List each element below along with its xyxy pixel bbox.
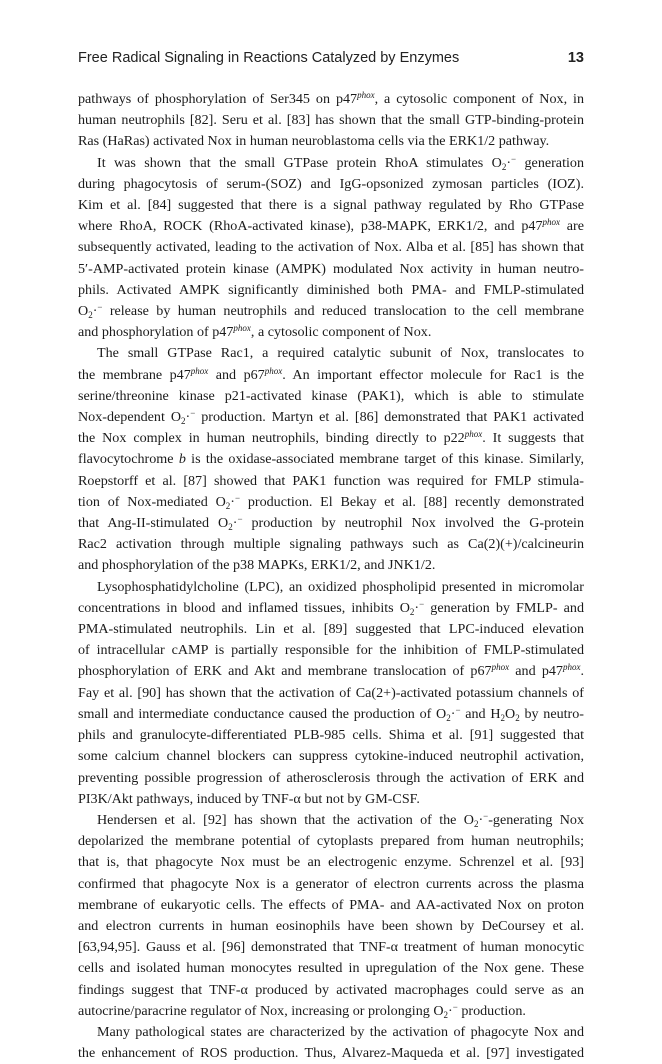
running-title: Free Radical Signaling in Reactions Catalyzed by Enzymes [78,50,460,66]
text-line: the enhancement of ROS production. Thus, Alvarez-Maqueda et al. [97] investigated [78,1045,584,1062]
paragraph [78,89,584,153]
text-line: the Nox complex in human neutrophils, binding directly to $p22^{phox}$. It suggests that [78,429,584,447]
text-line: that Ang-II-stimulated $O_2\cdot^-$ production by neutrophil Nox involved the G-protein [78,514,584,533]
text-line: Kim et al. [84] suggested that there is a signal pathway regulated by Rho GTPase [78,197,584,214]
text-line: Ras (HaRas) activated Nox in human neuroblastoma cells via the ERK1/2 pathway. [78,133,550,150]
paragraph [78,810,584,1022]
text-line: and electron currents in human eosinophils have been shown by DeCoursey et al. [78,917,584,934]
text-line: during phagocytosis of serum-(SOZ) and IgG-opsonized zymosan particles (IOZ). [78,175,584,192]
paragraph [78,343,584,576]
text-line: Nox-dependent $O_2\cdot^-$ production. Martyn et al. [86] demonstrated that PAK1 activated [78,408,584,427]
text-line: human neutrophils [82]. Seru et al. [83] has shown that the small GTP-binding-protein [78,112,584,129]
running-header [78,50,584,70]
text-line: of intracellular cAMP is partially responsible for the inhibition of FMLP-stimulated [78,642,584,659]
text-line: where RhoA, ROCK (RhoA-activated kinase), p38-MAPK, ERK1/2, and $p47^{phox}$ are [78,217,584,235]
paragraph [78,1022,584,1064]
text-line: Fay et al. [90] has shown that the activation of Ca(2+)-activated potassium channels of [78,684,584,701]
paragraph [78,577,584,810]
text-line: subsequently activated, leading to the activation of Nox. Alba et al. [85] has shown that [78,239,584,256]
text-line: that is, that phagocyte Nox must be an electrogenic enzyme. Schrenzel et al. [93] [78,854,584,871]
paragraph [78,153,584,344]
text-line: Hendersen et al. [92] has shown that the activation of the $O_2\cdot^-$-generating Nox [97,810,585,829]
text-line: membrane of eukaryotic cells. The effects of PMA- and AA-activated Nox on proton [78,896,584,913]
text-line: PMA-stimulated neutrophils. Lin et al. [89] suggested that LPC-induced elevation [78,621,584,638]
text-line: pathways of phosphorylation of Ser345 on $p47^{phox}$, a cytosolic component of Nox, in [78,90,584,107]
text-line: and phosphorylation of $p47^{phox}$, a cytosolic component of Nox. [78,323,432,341]
text-line: It was shown that the small GTPase protein RhoA stimulates $O_2\cdot^-$ generation [97,153,584,172]
text-line: Many pathological states are characterized by the activation of phagocyte Nox and [97,1023,584,1040]
text-line: The small GTPase Rac1, a required catalytic subunit of Nox, translocates to [97,345,584,362]
page-number: 13 [567,50,584,66]
text-line: the membrane $p47^{phox}$ and $p67^{phox}$. An important effector molecule for Rac1 is the [78,365,584,383]
text-line: phosphorylation of ERK and Akt and membrane translocation of $p67^{phox}$ and $p47^{phox}$. [78,662,584,680]
text-line: concentrations in blood and inflamed tissues, inhibits $O_2\cdot^-$ generation by FMLP- and [78,598,585,617]
body-text [78,89,584,1064]
text-line: Rac2 activation through multiple signaling pathways such as Ca(2)(+)/calcineurin [78,536,584,553]
text-line: Lysophosphatidylcholine (LPC), an oxidized phospholipid presented in micromolar [97,578,584,595]
text-line: confirmed that phagocyte Nox is a generator of electron currents across the plasma [78,875,584,892]
text-line: findings suggest that TNF-α produced by activated macrophages could serve as an [78,981,584,998]
text-line: some calcium channel blockers can suppress cytokine-induced neutrophil activation, [78,748,584,765]
text-line: autocrine/paracrine regulator of Nox, increasing or prolonging $O_2\cdot^-$ production. [78,1001,526,1020]
text-line: Roepstorff et al. [87] showed that PAK1 function was required for FMLP stimula- [78,472,584,489]
text-line: phils. Activated AMPK significantly diminished both PMA- and FMLP-stimulated [78,281,584,298]
text-line: serine/threonine kinase p21-activated kinase (PAK1), which is able to stimulate [78,387,584,404]
text-line: flavocytochrome b is the oxidase-associated membrane target of this kinase. Similarly, [78,451,584,468]
text-line: phils and granulocyte-differentiated PLB-985 cells. Shima et al. [91] suggested that [78,727,584,744]
text-line: 5′-AMP-activated protein kinase (AMPK) modulated Nox activity in human neutro- [78,260,584,277]
text-line: preventing possible progression of atherosclerosis through the activation of ERK and [78,769,584,786]
text-line: [63,94,95]. Gauss et al. [96] demonstrated that TNF-α treatment of human monocytic [78,939,584,956]
text-line: cells and isolated human monocytes resulted in upregulation of the Nox gene. These [78,960,584,977]
text-line: $O_2\cdot^-$ release by human neutrophils and reduced translocation to the cell membrane [78,302,584,321]
text-line: tion of Nox-mediated $O_2\cdot^-$ production. El Bekay et al. [88] recently demonstrated [78,492,584,511]
text-line: depolarized the membrane potential of cytoplasts prepared from human neutrophils; [78,833,584,850]
text-line: small and intermediate conductance caused the production of $O_2\cdot^-$ and $H_2O_2$ by neutro- [78,704,584,723]
text-line: PI3K/Akt pathways, induced by TNF-α but not by GM-CSF. [78,790,420,807]
text-line: and phosphorylation of the p38 MAPKs, ERK1/2, and JNK1/2. [78,557,436,574]
